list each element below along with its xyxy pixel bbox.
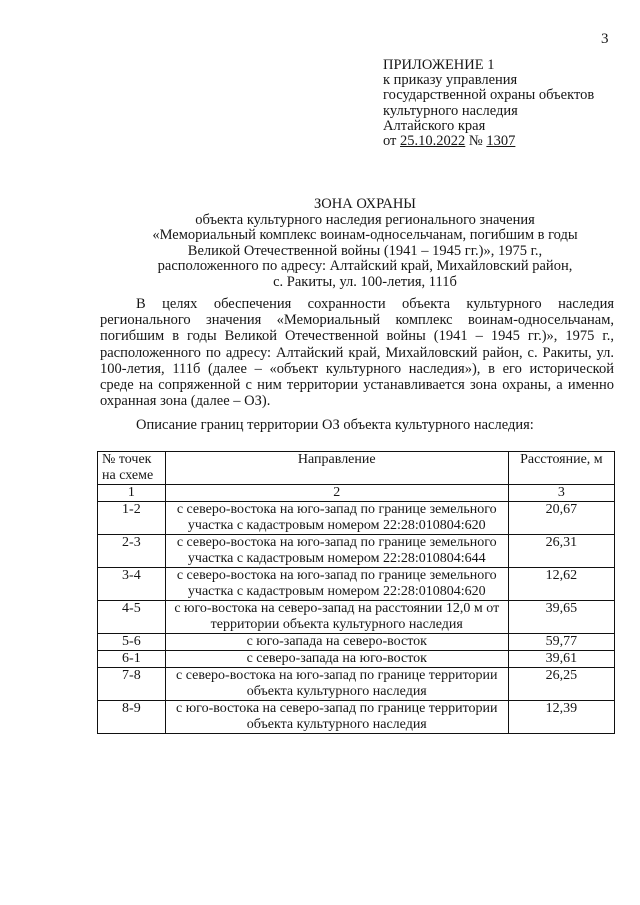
direction-cell: с северо-востока на юго-запад по границе земельного участка с кадастровым номером 22:28:010804:620 <box>165 568 508 601</box>
distance-cell: 12,39 <box>508 701 614 734</box>
order-date: 25.10.2022 <box>400 133 466 150</box>
appendix-block <box>383 58 594 149</box>
distance-cell: 39,65 <box>508 601 614 634</box>
order-prefix: от <box>383 133 397 150</box>
numbering-cell: 1 <box>98 485 166 502</box>
direction-cell: с юго-запада на северо-восток <box>165 634 508 651</box>
table-row <box>98 502 615 535</box>
distance-cell: 26,25 <box>508 668 614 701</box>
page-number: 3 <box>601 31 609 47</box>
points-cell: 6-1 <box>98 651 166 668</box>
table-row <box>98 668 615 701</box>
table-row <box>98 651 615 668</box>
order-number: 1307 <box>486 133 516 150</box>
header-distance: Расстояние, м <box>508 452 614 485</box>
heading-line: расположенного по адресу: Алтайский край, Михайловский район, <box>157 258 573 274</box>
direction-cell: с северо-востока на юго-запад по границе земельного участка с кадастровым номером 22:28:010804:620 <box>165 502 508 535</box>
direction-cell: с юго-востока на северо-запад по границе территории объекта культурного наследия <box>165 701 508 734</box>
heading-line: объекта культурного наследия регионального значения <box>195 211 535 228</box>
distance-cell: 12,62 <box>508 568 614 601</box>
table-row <box>98 701 615 734</box>
points-cell: 7-8 <box>98 668 166 701</box>
direction-cell: с северо-востока на юго-запад по границе земельного участка с кадастровым номером 22:28:010804:644 <box>165 535 508 568</box>
numbering-cell: 3 <box>508 485 614 502</box>
header-direction: Направление <box>165 452 508 485</box>
points-cell: 2-3 <box>98 535 166 568</box>
order-line <box>383 134 594 149</box>
appendix-line: к приказу управления <box>383 72 518 89</box>
order-number-sign: № <box>468 133 483 150</box>
table-row <box>98 634 615 651</box>
distance-cell: 20,67 <box>508 502 614 535</box>
appendix-line: Алтайского края <box>383 117 486 134</box>
distance-cell: 26,31 <box>508 535 614 568</box>
boundary-table <box>97 451 615 734</box>
direction-cell: с северо-востока на юго-запад по границе территории объекта культурного наследия <box>165 668 508 701</box>
distance-cell: 39,61 <box>508 651 614 668</box>
appendix-line: культурного наследия <box>383 102 518 119</box>
header-points: № точек на схеме <box>98 452 166 485</box>
heading-title: ЗОНА ОХРАНЫ <box>314 196 416 212</box>
heading-line: Великой Отечественной войны (1941 – 1945 гг.)», 1975 г., <box>187 242 543 259</box>
heading-line: с. Ракиты, ул. 100-летия, 111б <box>273 273 457 290</box>
appendix-line: государственной охраны объектов <box>383 87 595 104</box>
document-heading <box>100 197 630 290</box>
points-cell: 8-9 <box>98 701 166 734</box>
points-cell: 5-6 <box>98 634 166 651</box>
table-row <box>98 601 615 634</box>
direction-cell: с юго-востока на северо-запад на расстоянии 12,0 м от территории объекта культурного наследия <box>165 601 508 634</box>
points-cell: 3-4 <box>98 568 166 601</box>
direction-cell: с северо-запада на юго-восток <box>165 651 508 668</box>
points-cell: 4-5 <box>98 601 166 634</box>
table-row <box>98 535 615 568</box>
table-numbering-row <box>98 485 615 502</box>
intro-paragraph: В целях обеспечения сохранности объекта культурного наследия регионального значения «Мемориальный комплекс воинам-односельчанам, погибшим в годы Великой Отечественной войны (1941 – 1945 гг.)», 1975 г., расположенного по адресу: Алтайский край, Михайловский район, с. Ракиты, ул. 100-летия, 111б (далее – «объект культурного наследия»), в его исторической среде на сопряженной с ним территории устанавливается зона охраны, а именно охранная зона (далее – ОЗ). <box>100 296 614 410</box>
appendix-title: ПРИЛОЖЕНИЕ 1 <box>383 57 495 73</box>
points-cell: 1-2 <box>98 502 166 535</box>
numbering-cell: 2 <box>165 485 508 502</box>
table-header-row <box>98 452 615 485</box>
table-row <box>98 568 615 601</box>
distance-cell: 59,77 <box>508 634 614 651</box>
table-caption: Описание границ территории ОЗ объекта культурного наследия: <box>136 417 534 433</box>
heading-line: «Мемориальный комплекс воинам-односельчанам, погибшим в годы <box>152 227 578 243</box>
